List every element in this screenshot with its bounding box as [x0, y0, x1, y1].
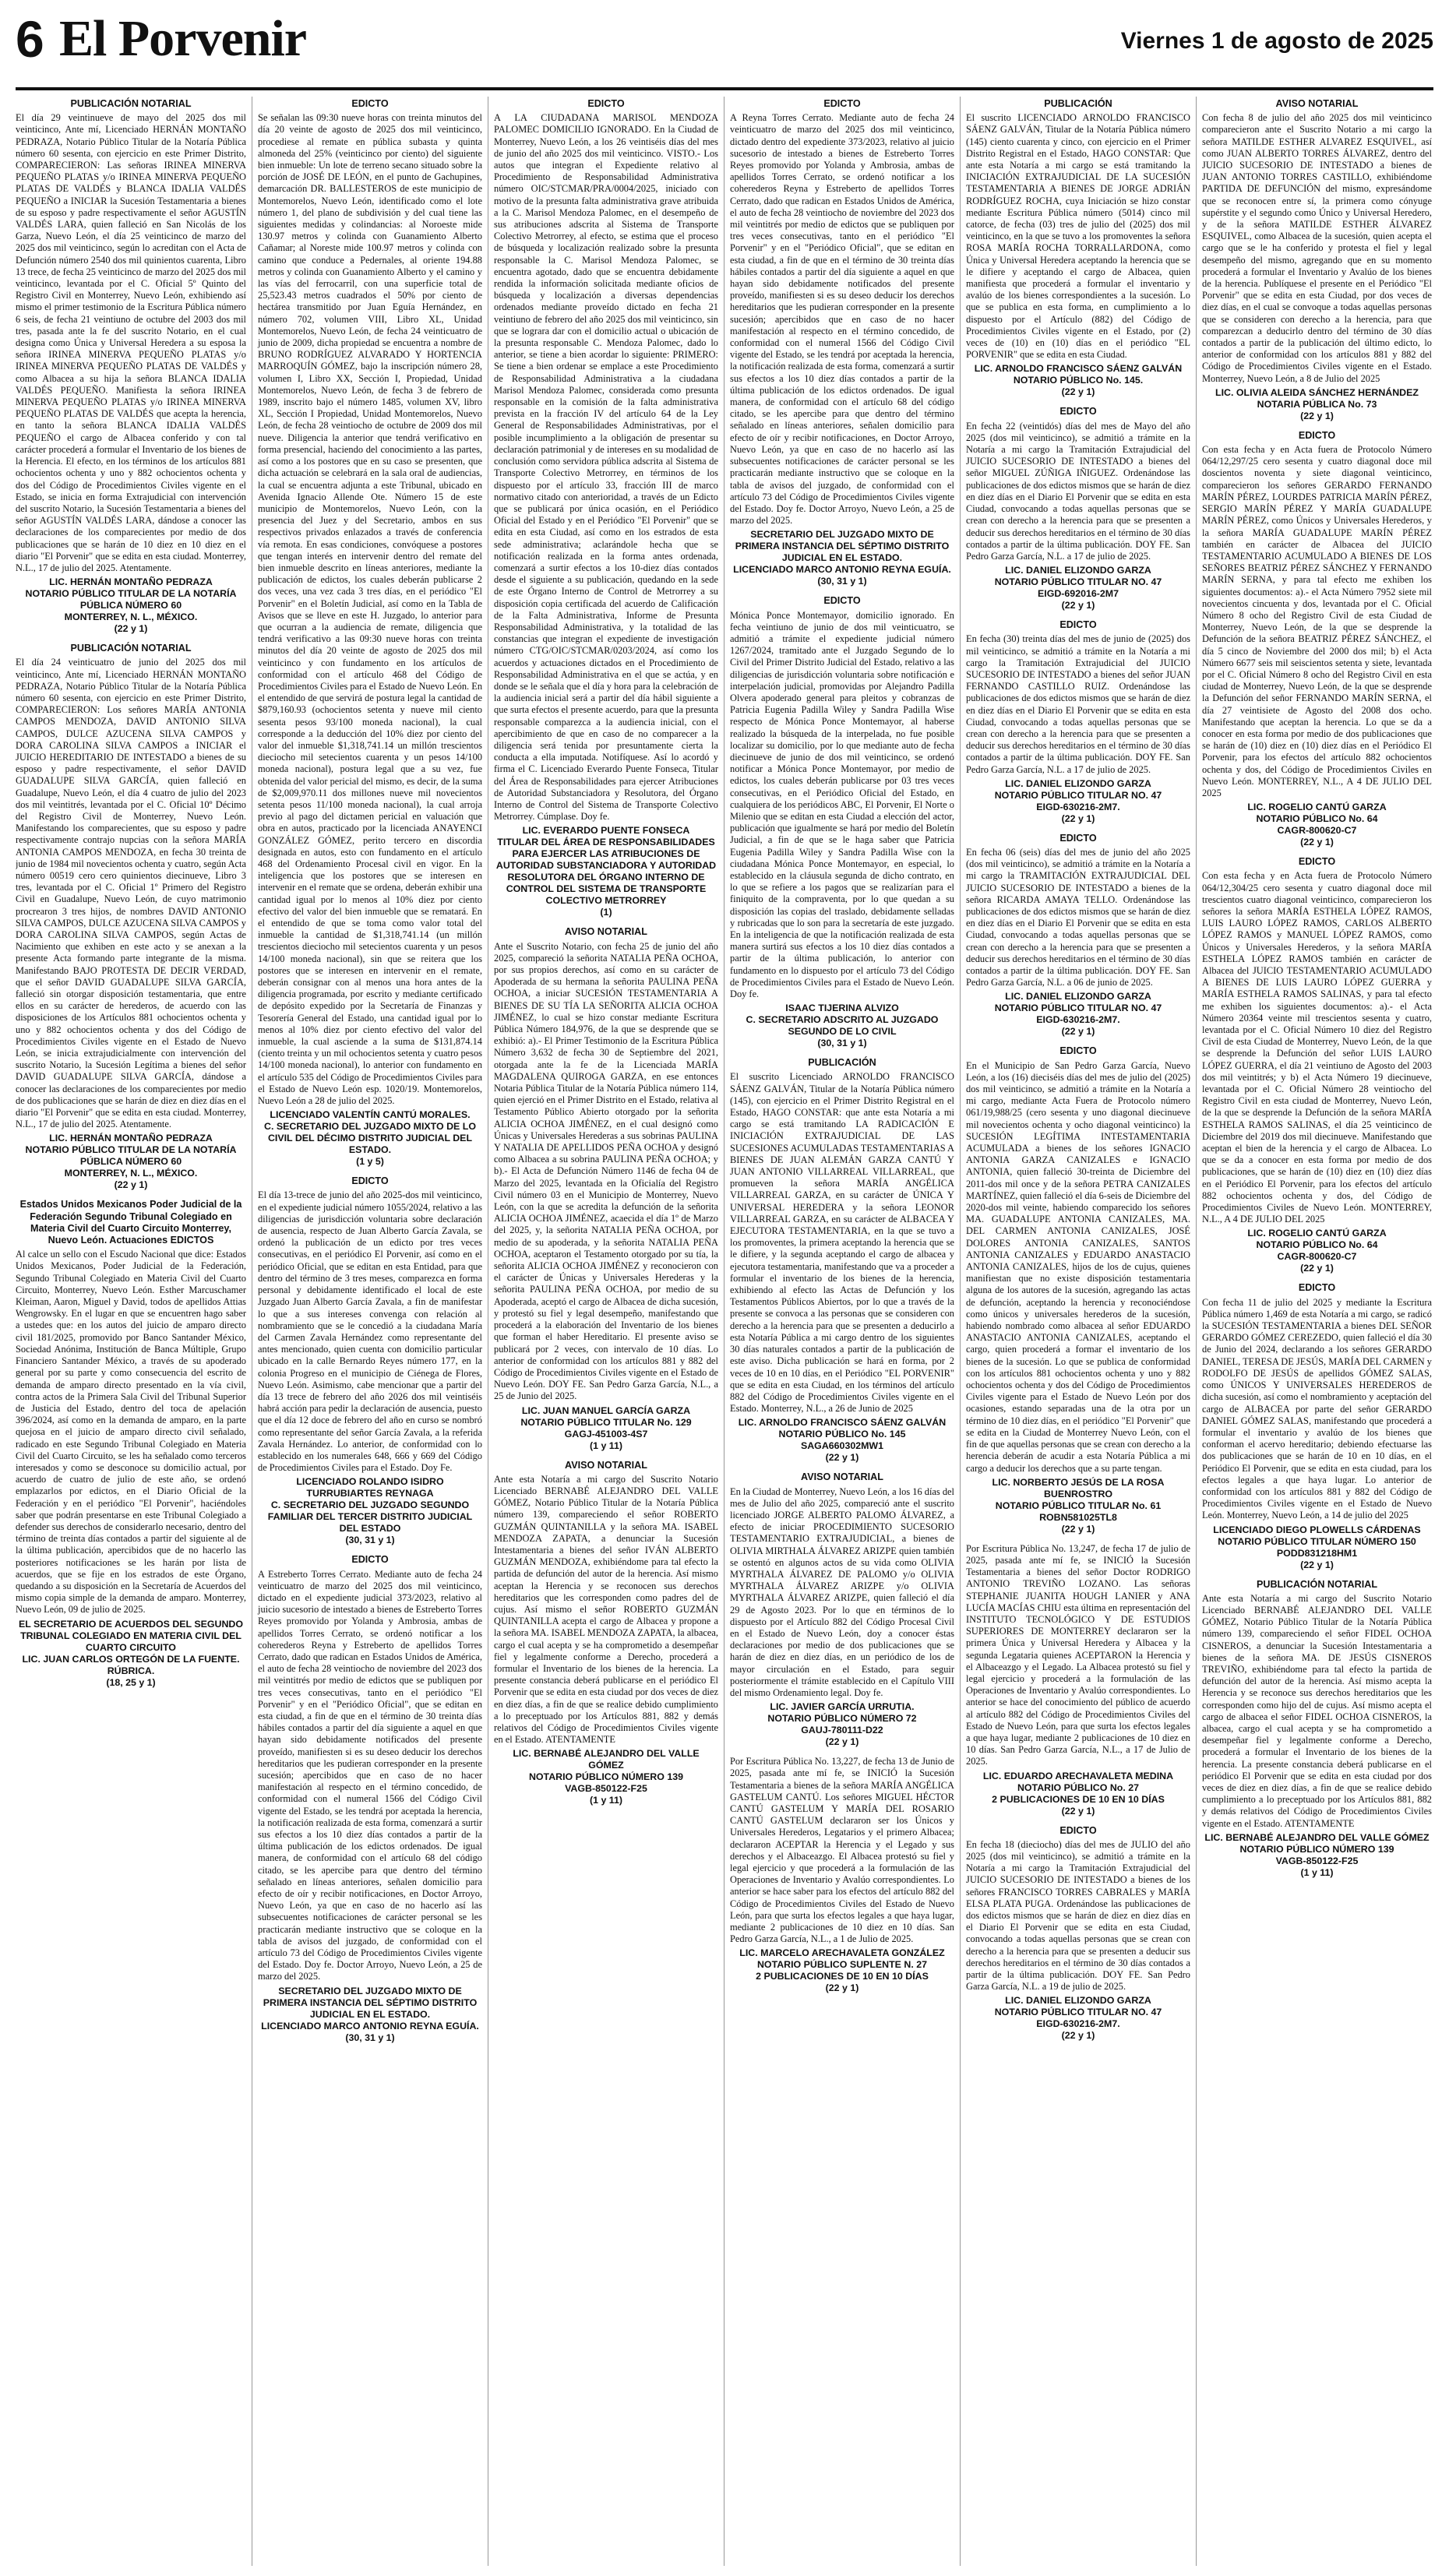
signature-line: (30, 31 y 1): [345, 2032, 395, 2043]
legal-notice: [1202, 98, 1432, 422]
signature-line: LIC. MARCELO ARECHAVALETA GONZÁLEZ: [739, 1947, 945, 1959]
page-number: 6: [16, 10, 44, 68]
signature-line: LIC. DANIEL ELIZONDO GARZA: [1005, 1995, 1151, 2007]
notice-heading: AVISO NOTARIAL: [801, 1471, 883, 1483]
signature-line: GAGJ-451003-4S7: [564, 1428, 648, 1440]
signature-line: EIGD-630216-2M7.: [1036, 801, 1120, 812]
legal-notice: [966, 406, 1190, 611]
signature-line: (30, 31 y 1): [817, 576, 867, 587]
signature-line: (22 y 1): [1300, 410, 1334, 421]
signature-line: (30, 31 y 1): [817, 1038, 867, 1049]
legal-notice: [966, 1543, 1190, 1817]
notice-body: Por Escritura Pública No. 13,227, de fecha 13 de Junio de 2025, pasada ante mí fe, se INICIÓ la Sucesión Testamentaria a bienes de la señora MARÍA ANGÉLICA GASTELUM CANTÚ. Los señores MIGUEL HÉCTOR CANTÚ GASTELUM Y MARÍA DEL ROSARIO CANTÚ GASTELUM declararon ser los Únicos y Universales Herederos, Legatarios y el primero Albacea; declararon ACEPTAR la Herencia y el Legado y sus derechos y el Albaceazgo. El Albacea protestó su fiel y legal ejercicio y que procederá a la formulación de las Operaciones de Inventario y Avalúo correspondientes. Lo anterior se hace saber para los efectos del artículo 882 del Código de Procedimientos Civiles del Estado de Nuevo León, para que surta los efectos legales a que haya lugar, mediante 2 publicaciones de 10 diez en 10 días. San Pedro Garza García, N.L., a 1 de Julio de 2025.: [730, 1756, 954, 1945]
signature-line: LIC. HERNÁN MONTAÑO PEDRAZA: [49, 576, 213, 588]
notice-signature: [1202, 802, 1432, 848]
notice-heading: EDICTO: [823, 98, 861, 109]
notice-body: Con fecha 8 de julio del año 2025 dos mil veinticinco comparecieron ante el Suscrito Notario a mi cargo la señora MATILDE ESTHER ALVAREZ ESQUIVEL, así como JUAN ALBERTO TORRES ÁLVAREZ, dentro del JUICIO SUCESORIO DE INTESTADO a bienes de JUAN ANTONIO TORRES CASTILLO, exhibiéndome PARTIDA DE DEFUNCIÓN del mismo, expresándome que se reconocen entre sí, la primera como cónyuge supérstite y el segundo como Único y Universal Heredero, y de la señora MATILDE ESTHER ÁLVAREZ ESQUIVEL, como Albacea de la sucesión, quien acepta el cargo que se le ha conferido y protesta el fiel y legal desempeño del mismo, agregando que en su momento procederá a formular el Inventario y Avalúo de los bienes de la herencia. Publíquese el presente en el Periódico "El Porvenir" que se edita en esta Ciudad, por dos veces de diez días, en el cual se convoque a todas aquellas personas que se consideren con derecho a la herencia, para que comparezcan a deducirlo dentro del término de 30 días contados a partir de la publicación del último edicto, lo anterior de conformidad con los artículos 881 y 882 del Código de Procedimientos Civiles vigente en el Estado. Monterrey, Nuevo León, a 8 de Julio del 2025: [1202, 112, 1432, 384]
signature-line: (22 y 1): [1061, 1026, 1095, 1038]
signature-line: (22 y 1): [1061, 600, 1095, 611]
signature-line: (30, 31 y 1): [345, 1535, 395, 1546]
signature-line: NOTARIO PÚBLICO No. 145.: [1013, 375, 1144, 386]
signature-line: TITULAR DEL ÁREA DE RESPONSABILIDADES PARA EJERCER LAS ATRIBUCIONES DE AUTORIDAD SUBSTANCIADORA Y AUTORIDAD RESOLUTORA DEL ÓRGANO INTERNO DE CONTROL DEL SISTEMA DE TRANSPORTE COLECTIVO METRORREY: [495, 837, 717, 907]
signature-line: NOTARIO PÚBLICO NÚMERO 72: [767, 1713, 917, 1725]
notice-signature: [966, 363, 1190, 398]
signature-line: LIC. NORBERTO JESÚS DE LA ROSA BUENROSTRO: [992, 1476, 1165, 1499]
signature-line: LIC. ARNOLDO FRANCISCO SÁENZ GALVÁN: [974, 363, 1183, 375]
notice-signature: [16, 576, 246, 635]
legal-notice: [966, 1825, 1190, 2042]
signature-line: RÚBRICA.: [107, 1665, 155, 1676]
legal-notice: [16, 643, 246, 1191]
signature-line: NOTARIO PÚBLICO TITULAR DE LA NOTARÍA PÚBLICA NÚMERO 60: [25, 588, 237, 611]
legal-notice: [16, 1199, 246, 1688]
notice-signature: [1202, 387, 1432, 422]
signature-line: LIC. DANIEL ELIZONDO GARZA: [1005, 777, 1151, 789]
notice-body: En el Municipio de San Pedro Garza García, Nuevo León, a los (16) dieciséis días del mes de julio del (2025) dos mil veinticinco, se admitió a trámite en la Notaría a mi cargo, mediante Acta Fuera de Protocolo número 061/19,988/25 (cero sesenta y uno diagonal diecinueve mil novecientos ochenta y ocho diagonal veinticinco) la SUCESIÓN LEGÍTIMA INTESTAMENTARIA ACUMULADA a bienes de los señores IGNACIO ANTONIA GARZA CANIZALES e IGNACIO ANTONIA, quien falleció 30-treinta de Diciembre del 2011-dos mil once y de la señora PETRA CANIZALES MARTÍNEZ, quien falleció el día 6-seis de Diciembre del 2020-dos mil veinte, habiendo comparecido los señores MA. GUADALUPE ANTONIA CANIZALES, MA. DEL CARMEN ANTONIA CANIZALES, JOSÉ DOLORES ANTONIA CANIZALES, SANTOS ANTONIA CANIZALES y EDUARDO ANASTACIO ANTONIA CANIZALES, hijos de los de cujus, quienes manifiestan que no existe disposición testamentaria alguna de los autores de la sucesión, agregando las actas de defunción, aceptando la herencia y reconociéndose como únicos y universales herederos de la sucesión, habiendo nombrado como albacea al señor EDUARDO ANASTACIO ANTONIA CANIZALES, aceptando el cargo, quien procederá a formar el inventario de los bienes de la sucesión. Lo que se publica de conformidad con los artículos 881 ochocientos ochenta y uno y 882 ochocientos ochenta y dos del Código de Procedimientos Civiles vigente para el Estado de Nuevo León por dos ocasiones, estando separadas una de la otra por un término de 10 diez días, en el periódico "El Porvenir" que se edita en la Ciudad de Monterrey Nuevo León, con el fin de que aquellas personas que se crean con derecho a la herencia deberán de acudir a esta Notaría Pública a mi cargo a deducir los derechos que a su parte tengan.: [966, 1059, 1190, 1474]
signature-line: (22 y 1): [1061, 1523, 1095, 1535]
legal-notice: [730, 1756, 954, 1994]
signature-line: PODD831218HM1: [1276, 1547, 1358, 1559]
signature-line: (22 y 1): [825, 1982, 859, 1994]
signature-line: LIC. DANIEL ELIZONDO GARZA: [1005, 991, 1151, 1003]
masthead-rule: [16, 87, 1433, 90]
notice-body: Con esta fecha y en Acta fuera de Protocolo Número 064/12,297/25 cero sesenta y cuatro diagonal doce mil doscientos noventa y siete diagonal veinticinco, comparecieron los señores GERARDO FERNANDO MARÍN PÉREZ, LOURDES PATRICIA MARÍN PÉREZ, SERGIO MARÍN PÉREZ Y MARÍA GUADALUPE MARÍN PÉREZ, como Únicos y Universales Herederos, y la señora MARÍA GUADALUPE MARÍN PÉREZ también en carácter de Albacea del JUICIO TESTAMENTARIO ACUMULADO A BIENES DE LOS SEÑORES BEATRIZ PÉREZ SÁNCHEZ Y FERNANDO MARÍN SERNA, y para tal efecto me exhiben los siguientes documentos: a).- el Acta Número 7952 siete mil novecientos cincuenta y dos, levantada por el C. Oficial Número 8 ocho del Registro Civil de esta Ciudad de Monterrey, Nuevo León, de la que se desprende la Defunción de la señora BEATRIZ PÉREZ SÁNCHEZ, el día 5 cinco de Noviembre del 2000 dos mil; b) el Acta Número 6677 seis mil seiscientos setenta y siete, levantada por el C. Oficial Número 8 ocho del Registro Civil en esta ciudad de Monterrey, Nuevo León, de la que se desprende la Defunción del señor FERNANDO MARÍN SERNA, el día 27 veintisiete de Agosto del 2008 dos ocho. Manifestando que aceptan la herencia. Lo que se da a conocer en esta forma por medio de dos publicaciones que se harán de (10) diez en (10) diez días en el Periódico El Porvenir, para los efectos del artículo 882 ochocientos ochenta y dos, del Código de Procedimientos Civiles en Nuevo León. MONTERREY, N.L., A 4 DE JULIO DEL 2025: [1202, 444, 1432, 798]
notice-heading: PUBLICACIÓN NOTARIAL: [70, 98, 192, 109]
signature-line: (1 y 5): [356, 1156, 384, 1168]
signature-line: NOTARIO PÚBLICO TITULAR NO. 47: [994, 789, 1162, 801]
legal-notice: [494, 926, 718, 1451]
signature-line: (1 y 11): [589, 1795, 623, 1806]
notice-body: El día 29 veintinueve de mayo del 2025 dos mil veinticinco, Ante mí, Licenciado HERNÁN MONTAÑO PEDRAZA, Notario Público Titular de la Notaría Pública número 60 sesenta, con ejercicio en este Primer Distrito, COMPARECIERON: Las señoras IRINEA MINERVA PEQUEÑO PLATAS y/o IRINEA MINERVA PEQUEÑO PLATAS DE VALDÉS y BLANCA IDALIA VALDÉS PEQUEÑO a INICIAR la Sucesión Testamentaria a bienes de su esposo y padre respectivamente el señor AGUSTÍN VALDÉS LARA, quien falleció en San Nicolás de los Garza, Nuevo León, el día 25 veinticinco de marzo del 2025 dos mil veinticinco, según lo acreditan con el Acta de Defunción número 2540 dos mil quinientos cuarenta, Libro 13 trece, de fecha 25 veinticinco de marzo del 2025 dos mil veinticinco, levantada por el C. Oficial 5º Quinto del Registro Civil en Monterrey, Nuevo León, exhibiendo así mismo el primer testimonio de la Escritura Pública número 6 seis, de fecha 21 veintiuno de octubre del 2003 dos mil tres, pasada ante la fe del suscrito Notario, en el cual designa como Única y Universal Heredera a su esposa la señora IRINEA MINERVA PEQUEÑO PLATAS y/o IRINEA MINERVA PEQUEÑO PLATAS DE VALDÉS y como Albacea a su hija la señora BLANCA IDALIA VALDÉS PEQUEÑO. Manifiesta la señora IRINEA MINERVA PEQUEÑO PLATAS y/o IRINEA MINERVA PEQUEÑO PLATAS DE VALDÉS que acepta la herencia, en tanto la señora BLANCA IDALIA VALDÉS PEQUEÑO el cargo de Albacea conferido y con tal carácter procederá a formular el Inventario de los bienes de la Herencia. El efecto, en los términos de los artículos 881 ochocientos ochenta y uno y 882 ochocientos ochenta y dos del Código de Procedimientos Civiles vigente en el Estado, se inicia en forma Extrajudicial con intervención del suscrito Notario, la Sucesión Testamentaria a bienes del señor AGUSTÍN VALDÉS LARA, dándose a conocer las declaraciones de los comparecientes por medio de dos publicaciones que se harán de 10 diez en 10 diez en el diario "El Porvenir" que se edita en esta ciudad. Monterrey, N.L., 17 de julio del 2025. Atentamente.: [16, 112, 246, 573]
signature-line: NOTARIA PÚBLICA No. 73: [1257, 398, 1377, 410]
signature-line: ISAAC TIJERINA ALVIZO: [785, 1003, 899, 1014]
signature-line: LIC. HERNÁN MONTAÑO PEDRAZA: [49, 1133, 213, 1144]
notice-body: A Estreberto Torres Cerrato. Mediante auto de fecha 24 veinticuatro de marzo del 2025 dos mil veinticinco, dictado en el expediente judicial 373/2023, relativo al juicio sucesorio de intestado a bienes de Estreberto Torres Reyes promovido por Yolanda y Ambrosia, ambas de apellidos Torres Cerrato, se ordenó notificar a los coherederos Reyna y Estreberto de apellidos Torres Cerrato, dado que radican en Estados Unidos de América, el auto de fecha 28 veintiocho de noviembre del 2023 dos mil veintitrés por medio de edictos que se publiquen por tres veces consecutivas, tanto en el periódico "El Porvenir" y en el "Periódico Oficial", que se editan en esta ciudad, a fin de que en el término de 30 treinta días hábiles contados a partir del día siguiente a aquel en que hayan sido debidamente notificados del presente proveído, manifiesten si es su deseo deducir los derechos hereditarios que les pudieran corresponder en la presente sucesión; apercibidos que en caso de no hacer manifestación al respecto en el término concedido, de conformidad con el numeral 1566 del Código Civil vigente del Estado, se les tendrá por aceptada la herencia, la notificación realizada de esta forma, comenzará a surtir sus efectos a los 10 diez días contados a partir de la última publicación de los edictos ordenados. De igual manera, de conformidad con el artículo 68 del código citado, se les apercibe para que dentro del término señalado en líneas anteriores, señalen domicilio para efecto de oír y recibir notificaciones, en Doctor Arroyo, Nuevo León, ya que en caso de no hacerlo así las subsecuentes notificaciones de carácter personal se les practicarán mediante instructivo que se coloque en la tabla de avisos del juzgado, de conformidad con el artículo 73 del Código de Procedimientos Civiles vigente del Estado. Doy fe. Doctor Arroyo, Nuevo León, a 25 de marzo del 2025.: [258, 1568, 482, 1982]
signature-line: GAUJ-780111-D22: [801, 1725, 883, 1736]
column-3: [488, 97, 724, 2566]
signature-line: LIC. BERNABÉ ALEJANDRO DEL VALLE GÓMEZ: [513, 1748, 700, 1771]
signature-line: LIC. OLIVIA ALEIDA SÁNCHEZ HERNÁNDEZ: [1215, 386, 1419, 398]
signature-line: 2 PUBLICACIONES DE 10 EN 10 DÍAS: [756, 1971, 929, 1982]
signature-line: C. SECRETARIO DEL JUZGADO MIXTO DE LO CIVIL DEL DÉCIMO DISTRITO JUDICIAL DEL ESTADO.: [264, 1121, 476, 1156]
notice-heading: PUBLICACIÓN NOTARIAL: [70, 643, 192, 654]
signature-line: LIC. DANIEL ELIZONDO GARZA: [1005, 565, 1151, 576]
column-6: [1196, 97, 1432, 2566]
signature-line: NOTARIO PÚBLICO TITULAR No. 129: [520, 1416, 692, 1428]
notice-heading: EDICTO: [587, 98, 625, 109]
legal-notice: [258, 1554, 482, 2043]
signature-line: VAGB-850122-F25: [565, 1783, 647, 1795]
legal-notice: [730, 98, 954, 587]
notice-heading: EDICTO: [1059, 406, 1097, 418]
notice-body: En fecha (30) treinta días del mes de junio de (2025) dos mil veinticinco, se admitió a trámite en la Notaría a mi cargo la Tramitación Extrajudicial del JUICIO SUCESORIO DE INTESTADO a bienes del señor JUAN FERNANDO CASTILLO RUIZ. Ordenándose las publicaciones de dos edictos mismos que se harán de diez en diez días en el Diario El Porvenir que se edita en esta Ciudad, convocando a todas aquellas personas que se crean con derecho a la herencia para que se presenten a deducir sus derechos hereditarios en el término de 30 días contados a partir de la última publicación. DOY FE. San Pedro Garza García, N.L. a 17 de julio de 2025.: [966, 633, 1190, 775]
signature-line: NOTARIO PÚBLICO TITULAR DE LA NOTARÍA PÚBLICA NÚMERO 60: [25, 1144, 237, 1168]
legal-notice: [966, 833, 1190, 1038]
legal-notice: [730, 595, 954, 1049]
signature-line: MONTERREY, N. L., MÉXICO.: [64, 611, 198, 623]
notice-heading: PUBLICACIÓN: [1044, 98, 1112, 109]
legal-notice: [16, 98, 246, 635]
signature-line: (22 y 1): [1061, 812, 1095, 824]
notice-body: Mónica Ponce Montemayor, domicilio ignorado. En fecha veintiuno de junio de dos mil veinticuatro, se admitió a trámite el expediente judicial número 1267/2024, tramitado ante el Juzgado Segundo de lo Civil del Primer Distrito Judicial del Estado, relativo a las diligencias de jurisdicción voluntaria sobre notificación e interpelación judicial, promovidas por Alejandro Padilla Olvera apoderado general para pleitos y cobranzas de Patricia Eugenia Padilla Wiley y Sandra Padilla Wise respecto de Mónica Ponce Montemayor, al haberse realizado la búsqueda de la interpelada, no fue posible localizar su domicilio, por lo que mediante auto de fecha diecinueve de junio de dos mil veinticinco, se ordenó notificar a Mónica Ponce Montemayor, por medio de edictos, los cuales deberán publicarse por 03 tres veces consecutivas, en el Periódico Oficial del Estado, en cualquiera de los periódicos ABC, El Porvenir, El Norte o Milenio que se editan en esta Ciudad a elección del actor, publicación que igualmente se hará por medio del Boletín Judicial, a fin de que se le haga saber que Patricia Eugenia Padilla Wiley y Sandra Padilla Wise con la ciudadana Mónica Ponce Montemayor, en especial, lo establecido en la cláusula segunda de dicho contrato, en lo que se refiere a los pagos que se realizarían para el finiquito de la compraventa, por lo que quedan a su disposición las copias del traslado, debidamente selladas y rubricadas que lo son para la secretaría de este juzgado. En la inteligencia de que la notificación realizada de esta manera surtirá sus efectos a los 10 diez días contados a partir de la última publicación, lo anterior con fundamento en lo dispuesto por el artículo 73 del Código de Procedimientos Civiles para el Estado de Nuevo León. Doy fe.: [730, 609, 954, 1000]
notice-heading: EDICTO: [823, 595, 861, 607]
column-4: [724, 97, 960, 2566]
notice-signature: [730, 529, 954, 587]
notice-body: Ante esta Notaría a mi cargo del Suscrito Notario Licenciado BERNABÉ ALEJANDRO DEL VALLE GÓMEZ, Notario Público Titular de la Notaría Pública número 139, compareciendo el señor ROBERTO GUZMÁN QUINTANILLA y la señora MA. ISABEL MENDOZA ZAPATA, a denunciar la Sucesión Intestamentaria a bienes del señor IVÁN ALBERTO GUZMÁN MENDOZA, exhibiéndome para tal efecto la partida de defunción del autor de la herencia. Así mismo aceptan la Herencia y se reconocen sus derechos hereditarios que les corresponden como padres del de cujus. Así mismo el señor ROBERTO GUZMÁN QUINTANILLA acepta el cargo de Albacea y propone a la señora MA. ISABEL MENDOZA ZAPATA, la albacea, cargo el cual acepta y se ha comprometido a desempeñar fiel y legalmente conforme a Derecho, procederá a formular el Inventario de los bienes de la herencia. La presente constancia deberá publicarse en el periódico El Porvenir que se edita en esta ciudad por dos veces de diez en diez días, a fin de que se realice debido cumplimiento a lo preceptuado por los Artículos 881, 882 y demás relativos del Código de Procedimientos Civiles vigente en el Estado. ATENTAMENTE: [494, 1473, 718, 1746]
notice-body: El suscrito Licenciado ARNOLDO FRANCISCO SÁENZ GALVÁN, Titular de la Notaría Pública número (145), con ejercicio en el Primer Distrito Registral en el Estado, HAGO CONSTAR: que ante esta Notaría a mi cargo se está tramitando LA RADICACIÓN E INICIACIÓN EXTRAJUDICIAL DE LAS SUCESIONES ACUMULADAS TESTAMENTARIAS A BIENES DE JUAN ALEMÁN GARZA CANTÚ Y JUAN ANTONIO VILLARREAL VILLARREAL, que promueven la señora MARÍA ANGÉLICA VILLARREAL GARZA, en su carácter de ÚNICA Y UNIVERSAL HEREDERA y la señora LEONOR VILLARREAL GARZA, en su carácter de ALBACEA Y EJECUTORA TESTAMENTARIA, en la que se tuvo a los promoventes, la primera aceptando la herencia que se le difiere, y la segunda aceptando el cargo de albacea y ejecutora testamentaria, manifestando que va a proceder a formular el inventario de los bienes de la herencia, exhibiendo al efecto las Actas de Defunción y los Testamentos Públicos Abiertos, por lo que a través de la presente se convoca a las personas que se consideren con derecho a la herencia para que se presenten a deducirlo a esta Notaría Pública a mi cargo dentro de los siguientes 30 días naturales contados a partir de la publicación de este aviso. Dicha publicación se hará en forma, por 2 veces de 10 en 10 días, en el Periódico "EL PORVENIR" que se edita en esta Ciudad, en los términos del artículo 882 del Código de Procedimientos Civiles vigente en el Estado. Monterrey, N.L., a 26 de Junio de 2025: [730, 1071, 954, 1415]
signature-line: (1): [600, 907, 612, 918]
notice-signature: [494, 1405, 718, 1452]
column-1: [16, 97, 252, 2566]
signature-line: LIC. JAVIER GARCÍA URRUTIA.: [770, 1701, 915, 1713]
signature-line: NOTARIO PÚBLICO TITULAR NO. 47: [994, 576, 1162, 588]
notice-signature: [258, 1476, 482, 1546]
signature-line: (22 y 1): [1061, 1805, 1095, 1817]
signature-line: LICENCIADO ROLANDO ISIDRO TURRUBIARTES REYNAGA: [296, 1476, 444, 1499]
signature-line: LIC. ROGELIO CANTÚ GARZA: [1247, 802, 1387, 813]
legal-notice: [1202, 856, 1432, 1274]
signature-line: LIC. BERNABÉ ALEJANDRO DEL VALLE GÓMEZ: [1204, 1831, 1430, 1843]
signature-line: (22 y 1): [1300, 1263, 1334, 1274]
notice-heading: EDICTO: [1059, 619, 1097, 631]
signature-line: NOTARIO PÚBLICO No. 145: [778, 1429, 906, 1440]
notice-signature: [966, 1771, 1190, 1817]
notice-body: En fecha 22 (veintidós) días del mes de Mayo del año 2025 (dos mil veinticinco), se admitió a trámite en la Notaría a mi cargo la Tramitación Extrajudicial del JUICIO SUCESORIO DE INTESTADO a bienes del señor MIGUEL ZÚÑIGA IÑIGUEZ. Ordenándose las publicaciones de dos edictos mismos que se harán de diez en diez días en el Diario El Porvenir que se edita en esta Ciudad, convocando a todas aquellas personas que se crean con derecho a la herencia para que se presenten a deducir sus derechos hereditarios en el término de 30 días contados a partir de la última publicación. DOY FE. San Pedro Garza García, N.L. a 17 de julio de 2025.: [966, 420, 1190, 562]
signature-line: (22 y 1): [1300, 1559, 1334, 1570]
signature-line: (22 y 1): [825, 1452, 859, 1464]
notice-signature: [494, 1748, 718, 1806]
signature-line: LIC. JUAN MANUEL GARCÍA GARZA: [521, 1404, 691, 1416]
signature-line: LICENCIADO VALENTÍN CANTÚ MORALES.: [270, 1109, 471, 1121]
signature-line: NOTARIO PÚBLICO No. 27: [1017, 1781, 1140, 1793]
signature-line: (22 y 1): [1061, 386, 1095, 398]
notice-heading: EDICTO: [1298, 1282, 1336, 1294]
notice-signature: [1202, 1524, 1432, 1571]
notice-body: A Reyna Torres Cerrato. Mediante auto de fecha 24 veinticuatro de marzo del 2025 dos mil veinticinco, dictado dentro del expediente 373/2023, relativo al juicio sucesorio de intestado a bienes de Estreberto Torres Reyes promovido por Yolanda y Ambrosia, ambas de apellidos Torres Cerrato, se ordenó notificar a los coherederos Reyna y Estreberto de apellidos Torres Cerrato, dado que radican en Estados Unidos de América, el auto de fecha 28 veintiocho de noviembre del 2023 dos mil veintitrés por medio de edictos que se publiquen por tres veces consecutivas, tanto en el periódico "El Porvenir" y en el "Periódico Oficial", que se editan en esta ciudad, a fin de que en el término de 30 treinta días hábiles contados a partir del día siguiente a aquel en que hayan sido debidamente notificados del presente proveído, manifiesten si es su deseo deducir los derechos hereditarios que les pudieran corresponder en la presente sucesión; apercibidos que en caso de no hacer manifestación al respecto en el término concedido, de conformidad con el numeral 1566 del Código Civil vigente del Estado, se les tendrá por aceptada la herencia, la notificación realizada de esta forma, comenzará a surtir sus efectos a los 10 diez días contados a partir de la última publicación de los edictos ordenados. De igual manera, de conformidad con el artículo 68 del código citado, se les apercibe para que dentro del término señalado en líneas anteriores, señalen domicilio para efecto de oír y recibir notificaciones, en Doctor Arroyo, Nuevo León, ya que en caso de no hacerlo así las subsecuentes notificaciones de carácter personal se les practicarán mediante instructivo que se coloque en la tabla de avisos del juzgado, de conformidad con el artículo 73 del Código de Procedimientos Civiles vigente del Estado. Doy fe. Doctor Arroyo, Nuevo León, a 25 de marzo del 2025.: [730, 112, 954, 527]
notice-body: En la Ciudad de Monterrey, Nuevo León, a los 16 días del mes de Julio del año 2025, compareció ante el suscrito licenciado JORGE ALBERTO PALOMO ÁLVAREZ, a efecto de iniciar PROCEDIMIENTO SUCESORIO TESTAMENTARIO EXTRAJUDICIAL, a bienes de OLIVIA MIRTHALA ÁLVAREZ ARIZPE quien también se ostentó en algunos actos de su vida como OLIVIA MYRTHALA ÁLVAREZ DE PALOMO y/o OLIVIA MYRTHALA ÁLVAREZ ARIZPE y/o OLIVIA MYRTHALA ÁLVAREZ ARIZPE, quien falleció el día 29 de Agosto 2023. Por lo que en términos de lo dispuesto por el Artículo 882 del Código Procesal Civil en el Estado de Nuevo León, doy a conocer éstas declaraciones por medio de dos publicaciones que se harán de diez en diez días, en un periódico de los de mayor circulación en el Estado, para seguir posteriormente el trámite establecido en el Capítulo VIII del mismo Ordenamiento legal. Doy fe.: [730, 1485, 954, 1698]
notice-signature: [16, 1619, 246, 1689]
notice-signature: [1202, 1228, 1432, 1274]
notice-body: En fecha 06 (seis) días del mes de junio del año 2025 (dos mil veinticinco), se admitió a trámite en la Notaría a mi cargo la TRAMITACIÓN EXTRAJUDICIAL DEL JUICIO SUCESORIO DE INTESTADO a bienes de la señora RICARDA AMAYA TELLO. Ordenándose las publicaciones de dos edictos mismos que se harán de diez en diez días en el Diario El Porvenir que se edita en esta Ciudad, convocando a todas aquellas personas que se crean con derecho a la herencia para que se presenten a deducir sus derechos hereditarios en el término de 30 días contados a partir de la última publicación. DOY FE. San Pedro Garza García, N.L. a 06 de junio de 2025.: [966, 846, 1190, 988]
masthead: [16, 6, 1433, 84]
legal-notice: [966, 1045, 1190, 1535]
signature-line: EL SECRETARIO DE ACUERDOS DEL SEGUNDO TRIBUNAL COLEGIADO EN MATERIA CIVIL DEL CUARTO CIRCUITO: [18, 1618, 243, 1653]
signature-line: C. SECRETARIO ADSCRITO AL JUZGADO SEGUNDO DE LO CIVIL: [746, 1014, 939, 1038]
notice-signature: [966, 1995, 1190, 2042]
signature-line: 2 PUBLICACIONES DE 10 EN 10 DÍAS: [992, 1793, 1165, 1805]
signature-line: SECRETARIO DEL JUZGADO MIXTO DE PRIMERA INSTANCIA DEL SÉPTIMO DISTRITO JUDICIAL EN EL ESTADO.: [263, 1985, 478, 2020]
signature-line: NOTARIO PÚBLICO TITULAR NO. 47: [994, 2007, 1162, 2018]
legal-notice: [966, 619, 1190, 825]
notice-signature: [16, 1133, 246, 1191]
signature-line: SAGA660302MW1: [800, 1440, 884, 1452]
notice-signature: [730, 1003, 954, 1049]
notice-signature: [730, 1417, 954, 1464]
notice-signature: [966, 778, 1190, 825]
signature-line: (22 y 1): [114, 1179, 148, 1191]
notice-heading: Estados Unidos Mexicanos Poder Judicial de la Federación Segundo Tribunal Colegiado en Materia Civil del Cuarto Circuito Monterrey, Nuevo León. Actuaciones EDICTOS: [19, 1199, 242, 1246]
notice-signature: [730, 1947, 954, 1994]
notice-body: Al calce un sello con el Escudo Nacional que dice: Estados Unidos Mexicanos, Poder Judicial de la Federación, Segundo Tribunal Colegiado en Materia Civil del Cuarto Circuito, Monterrey, Nuevo León. Esther Marcuschamer Kleiman, Aaron, Miguel y David, todos de apellidos Attias Wengrowsky. En el lugar en que se encuentren hago saber a ustedes que: en los autos del juicio de amparo directo civil 181/2025, promovido por Banco Santander México, Sociedad Anónima, Institución de Banca Múltiple, Grupo Financiero Santander México, a través de su apoderado general por su parte y como consecuencia del escrito de demanda de amparo directo presentado en la vía civil, contra actos de la Primera Sala Civil del Tribunal Superior de Justicia del Estado, dentro del toca de apelación 396/2024, así como en la demanda de amparo, en la parte quejosa en el juicio de amparo directo civil señalado, radicado en este Segundo Tribunal Colegiado en Materia Civil del Cuarto Circuito, se les ha señalado como terceros interesados y como se desconoce su domicilio actual, por acuerdo de cuatro de julio de este año, se ordenó emplazarlos por edictos, en el Diario Oficial de la Federación y en el periódico "El Porvenir", haciéndoles saber que podrán presentarse en este Tribunal Colegiado a defender sus derechos de considerarlo necesario, dentro del término de treinta días contados a partir del siguiente al de la última publicación, apercibidos que de no hacerlo las posteriores notificaciones se les harán por lista de acuerdos, que se fije en los estrados de este Órgano, quedando a su disposición en la Secretaría de Acuerdos del mismo copia simple de la demanda de amparo. Monterrey, Nuevo León, 09 de julio de 2025.: [16, 1249, 246, 1616]
signature-line: (22 y 1): [1061, 2030, 1095, 2042]
signature-line: VAGB-850122-F25: [1275, 1855, 1359, 1866]
signature-line: CAGR-800620-C7: [1277, 825, 1357, 837]
notice-signature: [966, 1477, 1190, 1535]
notice-heading: EDICTO: [351, 1554, 389, 1566]
signature-line: CAGR-800620-C7: [1277, 1251, 1357, 1263]
signature-line: SECRETARIO DEL JUZGADO MIXTO DE PRIMERA INSTANCIA DEL SÉPTIMO DISTRITO JUDICIAL EN EL ESTADO.: [735, 529, 950, 564]
signature-line: LICENCIADO MARCO ANTONIO REYNA EGUÍA.: [733, 564, 951, 576]
signature-line: ROBN581025TL8: [1039, 1511, 1117, 1523]
notice-body: Ante el Suscrito Notario, con fecha 25 de junio del año 2025, compareció la señorita NATALIA PEÑA OCHOA, por sus propios derechos, así como en su carácter de Apoderada de su hermana la señorita PAULINA PEÑA OCHOA, a iniciar SUCESIÓN TESTAMENTARIA A BIENES DE SU TÍA LA SEÑORITA ALICIA OCHOA JIMÉNEZ, lo cual se hizo constar mediante Escritura Pública Número 184,976, de la que se desprende que se exhibió: a).- El Primer Testimonio de la Escritura Pública Número 3,632 de fecha 30 de Septiembre del 2021, otorgada ante la fe de la Licenciada MARÍA MAGDALENA QUIROGA GARZA, en ese entonces Notaria Pública Titular de la Notaría Pública número 114, quien ejerció en el Primer Distrito en el Estado, relativa al Testamento Público Abierto otorgado por la señorita ALICIA OCHOA JIMÉNEZ, en el cual designó como Únicas y Universales Herederas a sus sobrinas PAULINA Y NATALIA DE APELLIDOS PEÑA OCHOA y designó como Albacea a su sobrina PAULINA PEÑA OCHOA; y b).- El Acta de Defunción Número 1146 de fecha 04 de Marzo del 2025, levantada en la Oficialía del Registro Civil número 03 en el Municipio de Monterrey, Nuevo León, con la que se acredita la defunción de la señorita ALICIA OCHOA JIMÉNEZ, acaecida el día 1º de Marzo del 2025, y, la señorita NATALIA PEÑA OCHOA, por medio de su apoderada, y la señorita NATALIA PEÑA OCHOA, aceptaron el Testamento otorgado por su tía, la señorita ALICIA OCHOA JIMÉNEZ y reconocieron con el carácter de Únicas y Universales Herederas y la señorita PAULINA PEÑA OCHOA, por medio de su Apoderada, aceptó el cargo de Albacea de dicha sucesión, y protestó su fiel y legal desempeño, manifestando que procederá a la elaboración del Inventario de los bienes que forman el haber Hereditario. El presente aviso se publicará por 2 veces, con intervalo de 10 días. Lo anterior de conformidad con los artículos 881 y 882 del Código de Procedimientos Civiles vigente en el Estado de Nuevo León. DOY FE. San Pedro Garza García, N.L., a 25 de Junio del 2025.: [494, 940, 718, 1402]
notice-body: Se señalan las 09:30 nueve horas con treinta minutos del día 20 veinte de agosto de 2025 dos mil veinticinco, procediese al remate en pública subasta y quinta almoneda del 25% (veinticinco por ciento) del siguiente bien inmueble: Un lote de terreno secano situado sobre la porción de JOSÉ DE LEÓN, en el punto de Gachupines, demarcación DR. BALLESTEROS de este municipio de Montemorelos, Nuevo León, identificado como el lote número 1, del plano de subdivisión y del cual tiene las siguientes medidas y colindancias: al Noroeste mide 130.97 metros y colinda con Guanamiento Alberto Cañamar; al Noreste mide 100.97 metros y colinda con camino que conduce a Pedernales, al oriente 194.88 metros y colinda con Guanamiento Alberto y el camino y las vías del ferrocarril, con una superficie total de 25,523.43 metros cuadrados el 50% por ciento de hectárea transmitido por Juan Eguía Hernández, en número 702, volumen VIII, Libro XL, Unidad Montemorelos, Nuevo León, de fecha 24 veinticuatro de junio de 2009, dicha propiedad se encuentra a nombre de BRUNO RODRÍGUEZ ALVARADO Y HORTENCIA MARROQUÍN GÓMEZ, bajo la inscripción número 28, volumen I, Libro XX, Sección I, Propiedad, Unidad Montemorelos, Nuevo León, de fecha 3 de febrero de 1989, inscrito bajo el número 1485, volumen XV, libro XL, Sección I Propiedad, Unidad Montemorelos, Nuevo León, de fecha 28 veintiocho de octubre de 2009 dos mil nueve. Diligencia la anterior que tendrá verificativo en forma presencial, haciendo del conocimiento a las partes, así como a los postores que en su caso se presenten, que dicha actuación se celebrará en la sala oral de audiencias, la cual se encuentra adjunta a este Tribunal, ubicado en Avenida Ignacio Allende Ote. Número 15 de este municipio de Montemorelos, Nuevo León, con la presencia del Juez y del Secretario, ambos en sus respectivos privados enlazados a través de conferencia vía remota. En esas condiciones, convóquese a postores que tengan interés en intervenir dentro del remate del bien inmueble descrito en líneas anteriores, mediante la publicación de edictos, los cuales deberán publicarse 2 dos veces, una vez cada 3 tres días, en el periódico "El Porvenir" en el Boletín Judicial, así como en la Tabla de Avisos que se lleve en este H. Juzgado, lo anterior para que ocurran a la audiencia de remate, diligencia que tendrá verificativo a las 09:30 nueve horas con treinta minutos del día 20 veinte de agosto de 2025 dos mil veinticinco y con fundamento en los artículos de conformidad con el artículo 468 del Código de Procedimientos Civiles para el Estado de Nuevo León. En el entendido de que servirá de postura legal la cantidad de $879,160.93 (ochocientos setenta y nueve mil ciento sesenta pesos 93/100 moneda nacional), la cual corresponde a la deducción del 10% diez por ciento del valor del inmueble $1,318,741.14 un millón trescientos dieciocho mil setecientos cuarenta y un pesos 14/100 moneda nacional), postura legal que a su vez, fue obtenida del valor pericial del mismo, es decir, de la suma de $2,009,970.11 dos millones nueve mil novecientos setenta pesos 11/100 moneda nacional), la cual arroja previo al pago del dictamen pericial en valuación que obra en autos, practicado por la licenciada ANAYENCI GONZÁLEZ GÓMEZ, perito tercero en discordia designada en autos, esto con fundamento en el artículo 468 del Ordenamiento Procesal civil en vigor. En la inteligencia que los postores que se interesen en intervenir en el remate que se ordena, deberán exhibir una cantidad igual por lo menos al 10% diez por ciento efectivo del valor del bien inmueble que se rematará. En el entendido de que se toma como valor total del inmueble la cantidad de $1,318,741.14 (un millón trescientos dieciocho mil setecientos cuarenta y un pesos 14/100 moneda nacional), sin que se reitera que los postores que se interesen en intervenir en el remate, deberán consignar con al menos una hora antes de la diligencia programada, por escrito y mediante certificado de depósito expedido por la Secretaría de Finanzas y Tesorería General del Estado, una cantidad igual por lo menos al 10% diez por ciento efectivo del valor del inmueble, la cual asciende a la suma de $131,874.14 (ciento treinta y un mil ochocientos setenta y cuatro pesos 14/100 moneda nacional), lo anterior con fundamento en el artículo 535 del Código de Procedimientos Civiles para el Estado de Nuevo León esp. 1020/19. Montemorelos, Nuevo León a 28 de julio del 2025.: [258, 112, 483, 1107]
signature-line: (1 y 11): [1300, 1866, 1334, 1878]
notice-heading: PUBLICACIÓN: [808, 1057, 876, 1069]
notice-body: Por Escritura Pública No. 13,247, de fecha 17 de julio de 2025, pasada ante mí fe, se INICIÓ la Sucesión Testamentaria a bienes del señor Doctor RODRIGO ANTONIO TREVIÑO LOZANO. Las señoras STEPHANIE JUANITA HOUGH LANIER y ANA LUCÍA MACÍAS CHIU esta última en representación del INSTITUTO TECNOLÓGICO Y DE ESTUDIOS SUPERIORES DE MONTERREY declararon ser la primera Única y Universal Heredera y Albacea y la segunda Legataria quienes ACEPTARON la Herencia y el Albaceazgo y el Legado. La Albacea protestó su fiel y legal ejercicio y procederá a la formulación de las Operaciones de Inventario y Avalúo correspondientes. Lo anterior se hace del conocimiento del público de acuerdo al artículo 882 del Código de Procedimientos Civiles del Estado de Nuevo León, para que surta los efectos legales a que haya lugar, mediante 2 publicaciones de 10 diez en 10 días. San Pedro Garza García, N.L., a 17 de Julio de 2025.: [966, 1542, 1190, 1767]
notice-heading: EDICTO: [1059, 832, 1097, 844]
notice-heading: AVISO NOTARIAL: [1275, 98, 1359, 109]
legal-notice: [258, 1175, 482, 1546]
notice-body: El día 13-trece de junio del año 2025-dos mil veinticinco, en el expediente judicial número 1055/2024, relativo a las diligencias de jurisdicción voluntaria sobre declaración de ausencia, respecto de Juan Alberto García Zavala, se ordenó la publicación de un edicto por tres veces consecutivas, en el periódico El Porvenir, así como en el periódico Oficial, que se editan en esta Entidad, para que dentro del término de 3 tres meses, comparezca en forma personal y debidamente identificado el local de este Juzgado Juan Alberto García Zavala, a fin de manifestar lo que a sus intereses convenga con relación al nombramiento que se le concedió a la ciudadana María del Carmen Zavala Hernández como representante del antes mencionado, quien cuenta con domicilio particular ubicado en la calle Bernardo Reyes número 177, en la colonia Progreso en el municipio de Ciénega de Flores, Nuevo León. Asimismo, cabe mencionar que a partir del día 13 trece de febrero del año 2026 dos mil veintiséis habrá acción para pedir la declaración de ausencia, puesto que el día 12 doce de febrero del año en curso se nombró como representante del señor García Zavala, a la referida Zavala Hernández. Lo anterior, de conformidad con lo establecido en los numerales 648, 666 y 669 del Código de Procedimientos Civiles para el Estado. Doy Fe.: [258, 1189, 482, 1474]
notice-body: El día 24 veinticuatro de junio del 2025 dos mil veinticinco, Ante mí, Licenciado HERNÁN MONTAÑO PEDRAZA, Notario Público Titular de la Notaría Pública número 60 sesenta, con ejercicio en este Primer Distrito, COMPARECIERON: Los señores MARÍA ANTONIA CAMPOS MENDOZA, DAVID ANTONIO SILVA CAMPOS, DULCE AZUCENA SILVA CAMPOS y DORA CAROLINA SILVA CAMPOS a INICIAR el JUICIO HEREDITARIO DE INTESTADO a bienes de su esposo y padre respectivamente, el señor DAVID GUADALUPE SILVA GARCÍA, quien falleció en Guadalupe, Nuevo León, el día 4 cuatro de julio del 2023 dos mil veintitrés, levantada por el C. Oficial 10º Décimo del Registro Civil de Monterrey, Nuevo León. Manifestando los comparecientes, que su esposo y padre respectivamente contrajo nupcias con la señora MARÍA ANTONIA CAMPOS MENDOZA, en fecha 30 treinta de junio de 1984 mil novecientos ochenta y cuatro, según Acta número 00519 cero cero quinientos diecinueve, Libro 3 tres, levantada por el C. Oficial 1º Primero del Registro Civil en Guadalupe, Nuevo León, de cuyo matrimonio procrearon 3 tres hijos, de nombres DAVID ANTONIO SILVA CAMPOS, DULCE AZUCENA SILVA CAMPOS y DORA CAROLINA SILVA CAMPOS, según Actas de Nacimiento que exhiben en este acto y se anexan a la presente Acta formando parte integrante de la misma. Manifestando BAJO PROTESTA DE DECIR VERDAD, que el señor DAVID GUADALUPE SILVA GARCÍA, falleció sin otorgar disposición testamentaria, que entre ellos en su carácter de herederos, de acuerdo con las disposiciones de los Artículos 881 ochocientos ochenta y uno y 882 ochocientos ochenta y dos del Código de Procedimientos Civiles vigente en el Estado de Nuevo León, se inicia extrajudicialmente con intervención del suscrito Notario, la Sucesión Legítima a bienes del señor DAVID GUADALUPE SILVA GARCÍA, dándose a conocer las declaraciones de los comparecientes por medio de dos publicaciones que se harán de diez en diez días en el diario "El Porvenir" que se edita en esta ciudad. Monterrey, N.L., 17 de julio del 2025. Atentamente.: [16, 657, 246, 1130]
signature-line: EIGD-630216-2M7.: [1036, 2018, 1120, 2030]
signature-line: NOTARIO PÚBLICO No. 64: [1256, 1239, 1378, 1251]
newspaper-name: El Porvenir: [59, 10, 307, 67]
legal-notice: [730, 1057, 954, 1464]
signature-line: LIC. ARNOLDO FRANCISCO SÁENZ GALVÁN: [738, 1417, 947, 1429]
issue-date: Viernes 1 de agosto de 2025: [1120, 28, 1433, 54]
signature-line: EIGD-630216-2M7.: [1036, 1014, 1120, 1026]
signature-line: NOTARIO PÚBLICO NÚMERO 139: [528, 1771, 684, 1783]
notice-body: Con fecha 11 de julio del 2025 y mediante la Escritura Pública número 1,469 de esta Notaría a mi cargo, se radicó la SUCESIÓN TESTAMENTARIA a bienes DEL SEÑOR GERARDO GÓMEZ CEREZEDO, quien falleció el día 30 de Junio del 2024, declarando a los señores GERARDO DANIEL, TERESA DE JESÚS, MARÍA DEL CARMEN y RODOLFO DE JESÚS de apellidos GÓMEZ SALAS, como ÚNICOS Y UNIVERSALES HEREDEROS de dicha sucesión, así como el nombramiento y aceptación del cargo de ALBACEA por parte del señor GERARDO DANIEL GÓMEZ SALAS, manifestando que procederá a formular el inventario y avalúo de los bienes que conforman el acervo hereditario; debiendo efectuarse las dos publicaciones que se harán de 10 en 10 días, en el Periódico El Porvenir, que se edita en esta ciudad, para los efectos legales a que haya lugar. Lo anterior de conformidad con los artículos 881 y 882 del Código de Procedimientos Civiles vigente en el Estado de Nuevo León. Monterrey, Nuevo León, a 14 de julio del 2025: [1202, 1296, 1432, 1521]
signature-line: (18, 25 y 1): [106, 1676, 156, 1688]
signature-line: NOTARIO PÚBLICO NÚMERO 139: [1239, 1843, 1394, 1855]
legal-notice: [966, 98, 1190, 398]
notice-signature: [1202, 1832, 1432, 1879]
signature-line: NOTARIO PÚBLICO TITULAR NO. 47: [994, 1003, 1162, 1014]
legal-notice: [730, 1471, 954, 1748]
notice-signature: [966, 991, 1190, 1038]
signature-line: (22 y 1): [825, 1736, 859, 1748]
signature-line: NOTARIO PÚBLICO No. 64: [1256, 813, 1378, 825]
notice-heading: EDICTO: [1059, 1824, 1097, 1836]
signature-line: NOTARIO PÚBLICO SUPLENTE N. 27: [756, 1959, 927, 1971]
signature-line: (1 y 11): [589, 1440, 623, 1451]
signature-line: LICENCIADO MARCO ANTONIO REYNA EGUÍA.: [261, 2020, 479, 2032]
notice-signature: [258, 1109, 482, 1168]
notice-signature: [966, 565, 1190, 611]
notice-heading: EDICTO: [1298, 429, 1336, 441]
column-2: [252, 97, 488, 2566]
notice-heading: EDICTO: [351, 98, 389, 109]
signature-line: C. SECRETARIO DEL JUZGADO SEGUNDO FAMILIAR DEL TERCER DISTRITO JUDICIAL DEL ESTADO: [267, 1499, 473, 1535]
notice-heading: AVISO NOTARIAL: [565, 926, 647, 938]
notice-columns: [16, 97, 1433, 2566]
signature-line: NOTARIO PÚBLICO TITULAR NÚMERO 150: [1218, 1535, 1416, 1547]
notice-body: El suscrito LICENCIADO ARNOLDO FRANCISCO SÁENZ GALVÁN, Titular de la Notaría Pública número (145) ciento cuarenta y cinco, con ejercicio en el Primer Distrito Registral en el Estado, HAGO CONSTAR: Que ante esta Notaría a mi cargo se está tramitando la INICIACIÓN EXTRAJUDICIAL DE LA SUCESIÓN TESTAMENTARIA A BIENES DE JORGE ADRIÁN RODRÍGUEZ ROCHA, cuya Iniciación se hizo constar mediante Escritura Pública número (5014) cinco mil catorce, de fecha (03) tres de julio del (2025) dos mil veinticinco, en la que se tuvo a los promoventes la señora ROSA MARÍA ROCHA TORRALLARDONA, como Única y Universal Heredera aceptando la herencia que se le difiere y aceptando el cargo de Albacea, quien manifiesta que procederá a formular el inventario y avalúo de los bienes correspondientes a la sucesión. Lo que se publica en esta forma, en cumplimiento a lo dispuesto por el Artículo (882) del Código de Procedimientos Civiles vigente en el Estado, por (2) veces de (10) en (10) días en el periódico "EL PORVENIR" que se edita en esta Ciudad.: [966, 112, 1190, 361]
column-5: [960, 97, 1196, 2566]
legal-notice: [1202, 1282, 1432, 1570]
notice-signature: [730, 1701, 954, 1748]
notice-body: En fecha 18 (dieciocho) días del mes de JULIO del año 2025 (dos mil veinticinco), se admitió a trámite en la Notaría a mi cargo la Tramitación Extrajudicial del JUICIO SUCESORIO DE INTESTADO a bienes de los señores FRANCISCO TORRES CABRALES y MARÍA ELSA PLATA PUGA. Ordenándose las publicaciones de dos edictos mismos que se harán de diez en diez días en el Diario El Porvenir que se edita en esta Ciudad, convocando a todas aquellas personas que se crean con derecho a la herencia para que se presenten a deducir sus derechos hereditarios en el término de 30 días contados a partir de la última publicación. DOY FE. San Pedro Garza García, N.L. a 19 de julio de 2025.: [966, 1838, 1190, 1993]
notice-signature: [258, 1986, 482, 2044]
signature-line: LIC. EVERARDO PUENTE FONSECA: [522, 825, 690, 837]
legal-notice: [494, 98, 718, 918]
legal-notice: [258, 98, 482, 1168]
signature-line: NOTARIO PÚBLICO TITULAR No. 61: [995, 1499, 1162, 1511]
notice-heading: PUBLICACIÓN NOTARIAL: [1256, 1578, 1378, 1590]
signature-line: (22 y 1): [1300, 837, 1334, 848]
legal-notice: [1202, 1579, 1432, 1879]
notice-heading: AVISO NOTARIAL: [565, 1459, 647, 1471]
signature-line: (22 y 1): [114, 623, 148, 635]
notice-body: A LA CIUDADANA MARISOL MENDOZA PALOMEC DOMICILIO IGNORADO. En la Ciudad de Monterrey, Nuevo León, a los 26 veintiséis días del mes de junio del año 2025 dos mil veinticinco. VISTO.- Los autos que integran el Expediente relativo al Procedimiento de Responsabilidad Administrativa número OIC/STCMAR/PRA/0004/2025, iniciado con motivo de la presunta falta administrativa grave atribuida a la C. Marisol Mendoza Palomec, en el desempeño de sus atribuciones adscrita al Sistema de Transporte Colectivo Metrorrey, al efecto, se estima que el proceso de búsqueda y localización realizado sobre la presunta responsable la C. Marisol Mendoza Palomec, se encuentra agotado, dado que se encuentra debidamente rendida la información solicitada mediante oficios de búsqueda y localización a diversas dependencias ordenados mediante proveído dictado en fecha 21 veintiuno de febrero del año 2025 dos mil veinticinco, sin que se lograra dar con el domicilio actual o ubicación de la presunta responsable C. Mendoza Palomec, dado lo anterior, se tiene a bien acordar lo siguiente: PRIMERO: Se tiene a bien ordenar se emplace a este Procedimiento de Responsabilidad Administrativa a la ciudadana Marisol Mendoza Palomec, considerada como presunta responsable en la comisión de la falta administrativa prevista en la fracción IV del artículo 64 de la Ley General de Responsabilidades Administrativas, por el posible incumplimiento a la obligación de presentar su declaración patrimonial y de intereses en su modalidad de conclusión como servidora pública adscrita al Sistema de Transporte Colectivo Metrorrey, en términos de los dispuesto por el artículo 33, fracción III de marco normativo citado con anterioridad, a través de un Edicto que se publicará por única ocasión, en el Periódico Oficial del Estado y en el Periódico "El Porvenir" que se edita en esta Ciudad, así como en los estrados de esta sede administrativa; aclarándole hecha que se notificación realizada en la forma antes ordenada, comenzará a surtir efectos a los 10-diez días contados desde el siguiente a su publicación, quedando en la sede de este Órgano Interno de Control de Metrorrey a su disposición copia certificada del acuerdo de Calificación de la Falta Administrativa, Informe de Presunta Responsabilidad Administrativa, y la totalidad de las constancias que integran el expediente de investigación número CTG/OIC/STCMAR/0203/2024, así como los acuerdos y actuaciones dictados en el Procedimiento de Responsabilidad Administrativa en el que se actúa, y en donde se le señala que el día y hora para la celebración de la audiencia inicial será a partir del día hábil siguiente a que surta efectos el presente acuerdo, para que la presunta responsable comparezca a la audiencia inicial, con el apercibimiento de que en caso de no comparecer a la diligencia será tenida por presuntamente cierta la conducta a ella imputada. Notifíquese. Así lo acordó y firma el C. Licenciado Everardo Puente Fonseca, Titular del Área de Responsabilidades para ejercer Atribuciones de Autoridad Substanciadora y Resolutora, del Órgano Interno de Control del Sistema de Transporte Colectivo Metrorrey. Cúmplase. Doy fe.: [494, 112, 718, 823]
notice-signature: [494, 825, 718, 918]
notice-heading: EDICTO: [1298, 856, 1336, 868]
signature-line: EIGD-692016-2M7: [1038, 588, 1119, 600]
notice-heading: EDICTO: [1059, 1045, 1097, 1057]
signature-line: LIC. EDUARDO ARECHAVALETA MEDINA: [982, 1770, 1174, 1781]
notice-heading: EDICTO: [351, 1175, 389, 1187]
signature-line: MONTERREY, N. L., MÉXICO.: [64, 1168, 198, 1179]
legal-notice: [1202, 430, 1432, 848]
notice-body: Ante esta Notaría a mi cargo del Suscrito Notario Licenciado BERNABÉ ALEJANDRO DEL VALLE GÓMEZ, Notario Público Titular de la Notaría Pública número 139, compareciendo el señor FIDEL OCHOA CISNEROS, a denunciar la Sucesión Intestamentaria a bienes de la señora MA. DE JESÚS CISNEROS TREVIÑO, exhibiéndome para tal efecto la partida de defunción del autor de la herencia. Así mismo acepta la Herencia y se reconoce sus derechos hereditarios que les corresponden como hijo del de cujus. Así mismo acepta el cargo de albacea el señor FIDEL OCHOA CISNEROS, la albacea, cargo el cual acepta y se ha comprometido a desempeñar fiel y legalmente conforme a Derecho, procederá a formular el Inventario de los bienes de la herencia. La presente constancia deberá publicarse en el periódico El Porvenir que se edita en esta ciudad por dos veces de diez en diez días, a fin de que se realice debido cumplimiento a lo preceptuado por los Artículos 881, 882 y demás relativos del Código de Procedimientos Civiles vigente en el Estado. ATENTAMENTE: [1202, 1592, 1432, 1829]
notice-body: Con esta fecha y en Acta fuera de Protocolo Número 064/12,304/25 cero sesenta y cuatro diagonal doce mil trescientos cuatro diagonal veinticinco, comparecieron los señores la señora MARÍA ESTHELA LÓPEZ RAMOS, LUIS LAURO LÓPEZ RAMOS, CARLOS ALBERTO LÓPEZ RAMOS y MANUEL LÓPEZ RAMOS, como Únicos y Universales Herederos, y la señora MARÍA ESTHELA LÓPEZ RAMOS también en carácter de Albacea del JUICIO TESTAMENTARIO ACUMULADO A BIENES DE LUIS LAURO LÓPEZ GUERRA y MARÍA ESTHELA RAMOS SALINAS, y para tal efecto me exhiben los siguientes documentos: a).- el Acta Número 20364 veinte mil trescientos sesenta y cuatro, levantada por el C. Oficial Número 10 diez del Registro Civil de esta Ciudad de Monterrey, Nuevo León, de la que se desprende la Defunción del señor LUIS LAURO LÓPEZ GUERRA, el día 21 veintiuno de Agosto del 2003 dos mil veintitrés; y b) el Acta Número 19 diecinueve, levantada por el C. Oficial Número 28 veintiocho del Registro Civil en esta ciudad de Monterrey, Nuevo León, de la que se desprende la Defunción de la señora MARÍA ESTHELA RAMOS SALINAS, el día 25 veinticinco de Diciembre del 2019 dos mil diecinueve. Manifestando que aceptan el bien de la herencia y el cargo de Albacea. Lo que se da a conocer en esta forma por medio de dos publicaciones, que se harán de (10) diez en (10) diez días en el Periódico El Porvenir, para los efectos del artículo 882 ochocientos ochenta y dos, del Código de Procedimientos Civiles de Nuevo León. MONTERREY, N.L., A 4 DE JULIO DEL 2025: [1202, 870, 1432, 1225]
signature-line: LIC. JUAN CARLOS ORTEGÓN DE LA FUENTE.: [22, 1653, 240, 1665]
signature-line: LICENCIADO DIEGO PLOWELLS CÁRDENAS: [1213, 1524, 1421, 1535]
signature-line: LIC. ROGELIO CANTÚ GARZA: [1247, 1228, 1387, 1239]
legal-notice: [494, 1460, 718, 1807]
